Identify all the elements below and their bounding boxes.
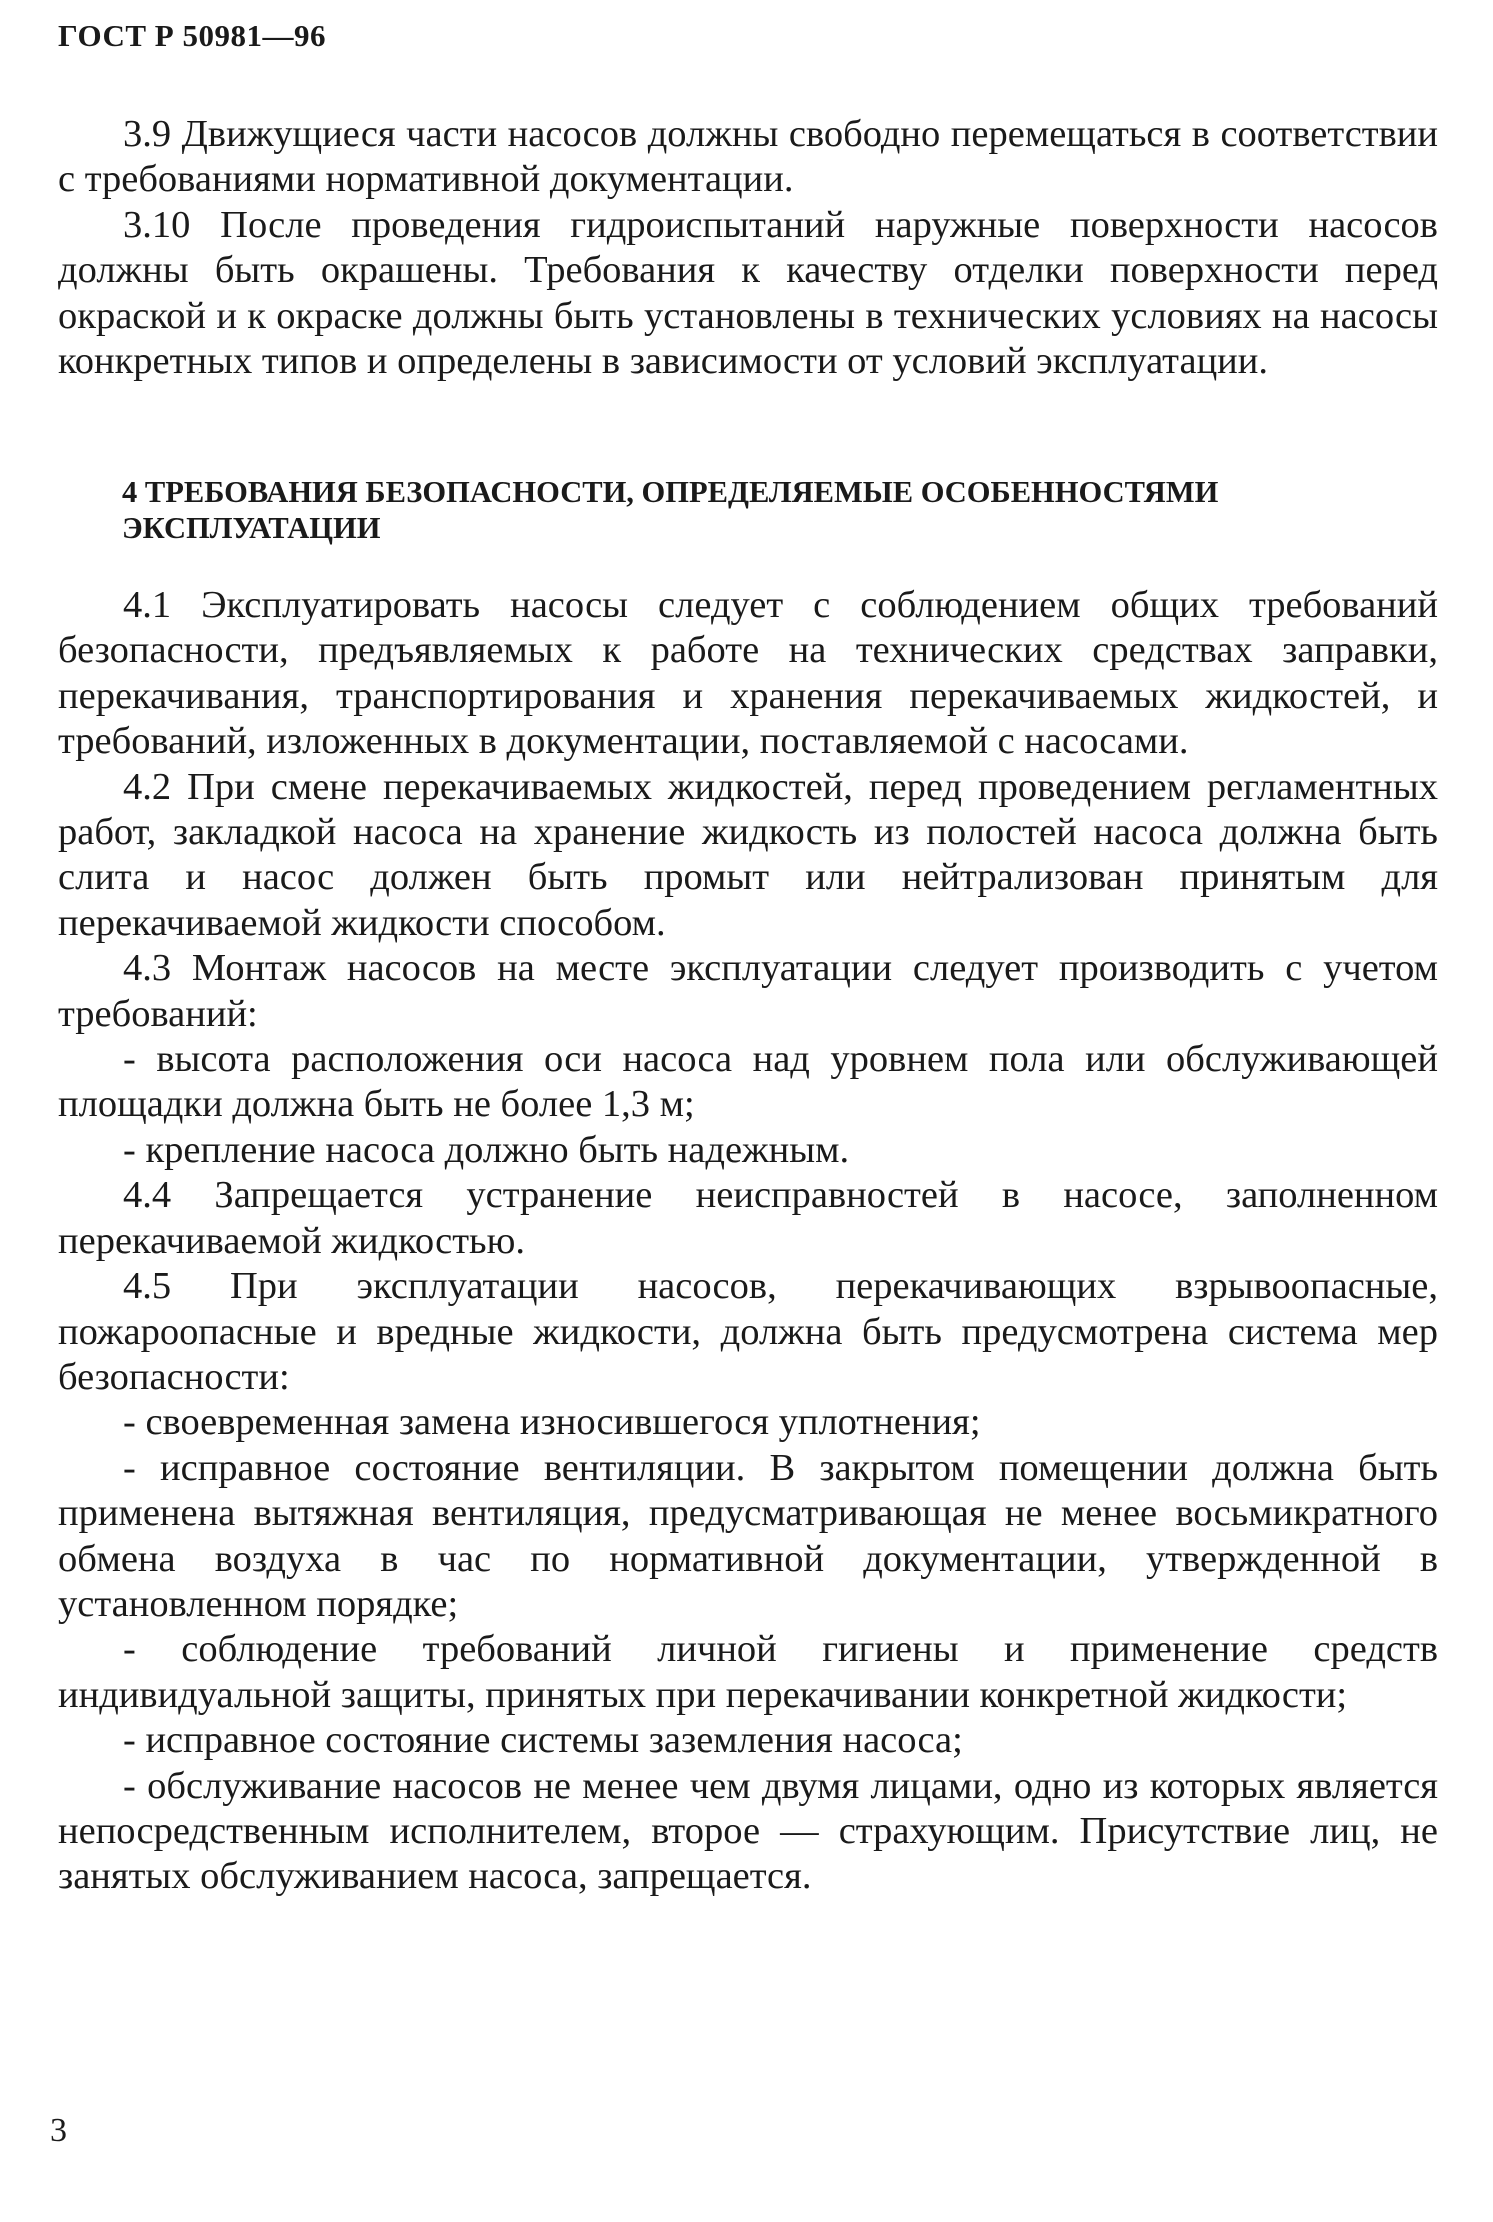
paragraph-4-3: 4.3 Монтаж насосов на месте эксплуатации следует производить с учетом требований: [58, 947, 1438, 1035]
list-item-mounting: - крепление насоса должно быть надежным. [123, 1128, 850, 1171]
section-4-title: 4 ТРЕБОВАНИЯ БЕЗОПАСНОСТИ, ОПРЕДЕЛЯЕМЫЕ ОСОБЕННОСТЯМИ ЭКСПЛУАТАЦИИ [122, 475, 1219, 545]
paragraph-4-2: 4.2 При смене перекачиваемых жидкостей, перед проведением регламентных работ, закладкой насоса на хранение жидкость из полостей насоса должна быть слита и насос должен быть промыт или нейтрализован принятым для перекачиваемой жидкости способом. [58, 765, 1438, 944]
list-item-ventilation: - исправное состояние вентиляции. В закрытом помещении должна быть применена вытяжная вентиляция, предусматривающая не менее восьмикратного обмена воздуха в час по нормативной документации, утвержденной в установленном порядке; [58, 1446, 1438, 1625]
section-3-continued [58, 112, 1438, 384]
list-item-hygiene: - соблюдение требований личной гигиены и применение средств индивидуальной защиты, принятых при перекачивании конкретной жидкости; [58, 1628, 1438, 1716]
document-code-header: ГОСТ Р 50981—96 [58, 18, 326, 53]
list-item-two-persons: - обслуживание насосов не менее чем двумя лицами, одно из которых является непосредственным исполнителем, второе — страхующим. Присутствие лиц, не занятых обслуживанием насоса, запрещается. [58, 1764, 1438, 1898]
list-item-grounding: - исправное состояние системы заземления насоса; [123, 1719, 963, 1762]
page-number: 3 [50, 2112, 67, 2149]
section-4-body [58, 583, 1438, 1900]
paragraph-3-9: 3.9 Движущиеся части насосов должны свободно перемещаться в соответствии с требованиями нормативной документации. [58, 113, 1438, 201]
paragraph-4-4: 4.4 Запрещается устранение неисправностей в насосе, заполненном перекачиваемой жидкостью. [58, 1174, 1438, 1262]
paragraph-4-1: 4.1 Эксплуатировать насосы следует с соблюдением общих требований безопасности, предъявляемых к работе на технических средствах заправки, перекачивания, транспортирования и хранения перекачиваемых жидкостей, и требований, изложенных в документации, поставляемой с насосами. [58, 584, 1438, 763]
list-item-axis-height: - высота расположения оси насоса над уровнем пола или обслуживающей площадки должна быть не более 1,3 м; [58, 1038, 1438, 1126]
paragraph-4-5: 4.5 При эксплуатации насосов, перекачивающих взрывоопасные, пожароопасные и вредные жидкости, должна быть предусмотрена система мер безопасности: [58, 1265, 1438, 1398]
list-item-seal-replacement: - своевременная замена износившегося уплотнения; [123, 1401, 981, 1444]
paragraph-3-10: 3.10 После проведения гидроиспытаний наружные поверхности насосов должны быть окрашены. Требования к качеству отделки поверхности перед окраской и к окраске должны быть установлены в технических условиях на насосы конкретных типов и определены в зависимости от условий эксплуатации. [58, 203, 1438, 383]
